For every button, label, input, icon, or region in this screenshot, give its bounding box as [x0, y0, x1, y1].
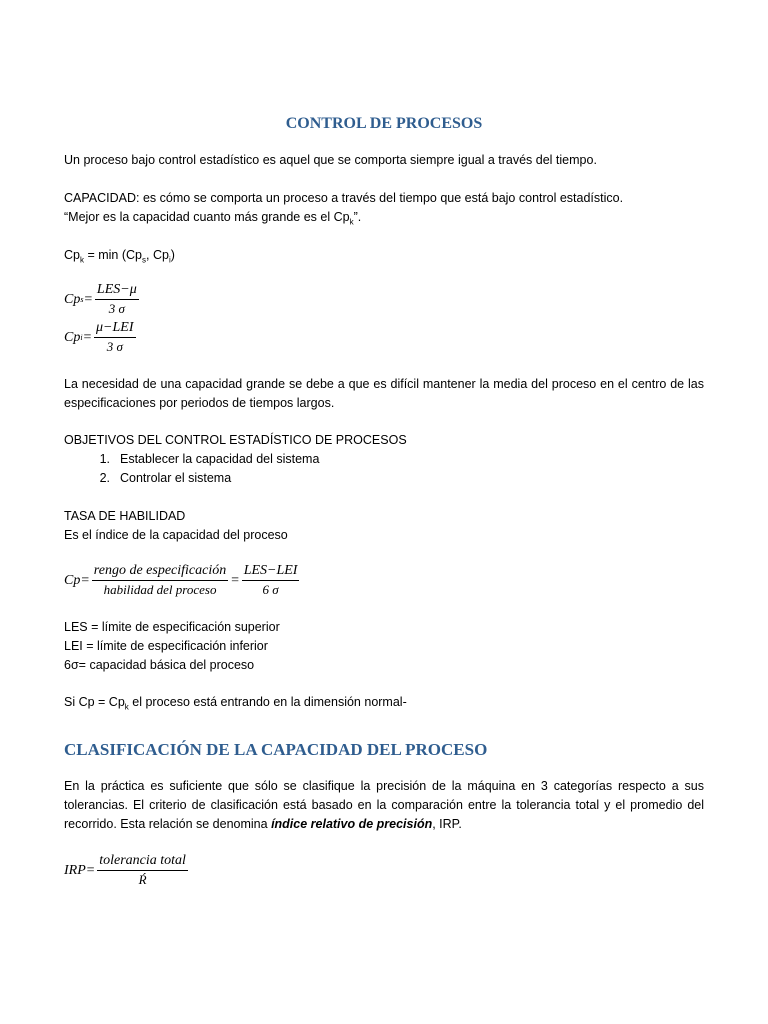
irp-lhs: IRP: [64, 862, 86, 878]
cpi-equals: =: [82, 329, 93, 345]
list-item: [64, 469, 704, 488]
irp-numerator: tolerancia total: [97, 853, 188, 871]
cp-fraction-1: [92, 563, 228, 598]
cps-denominator: 3 σ: [108, 301, 125, 316]
cpk-min-text: = min (Cp: [83, 248, 142, 262]
cp-denominator-2: 6 σ: [262, 582, 279, 597]
clasif-text: En la práctica es suficiente que sólo se clasifique la precisión de la máquina en 3 categorías respecto a sus tolerancias. El criterio de clasificación está basado en la comparación entre la tolerancia total y el promedio del recorrido. Esta relación se denomina: [64, 779, 704, 831]
cpk-text: Cp: [64, 248, 80, 262]
cps-lhs-sub: s: [80, 295, 84, 304]
list-item-text: Establecer la capacidad del sistema: [120, 452, 320, 466]
definitions-list: [64, 618, 704, 675]
intro-paragraph: Un proceso bajo control estadístico es aquel que se comporta siempre igual a través del tiempo.: [64, 153, 597, 167]
cps-equals: =: [83, 291, 93, 307]
cps-lhs: Cp: [64, 291, 81, 307]
cpi-lhs: Cp: [64, 329, 81, 345]
cpk-definition: [64, 246, 704, 270]
tasa-text: Es el índice de la capacidad del proceso: [64, 528, 288, 542]
cpi-sub: i: [168, 255, 171, 265]
si-cp-text: Si Cp = Cp: [64, 695, 125, 709]
cp-equals: =: [80, 572, 90, 588]
cps-numerator: LES−μ: [95, 282, 139, 300]
cp-fraction-2: [242, 563, 300, 598]
def-6sigma: 6σ= capacidad básica del proceso: [64, 658, 255, 672]
cpi-denominator: 3 σ: [106, 339, 123, 354]
cpi-numerator: μ−LEI: [94, 320, 135, 338]
clasif-emphasis: índice relativo de precisión: [271, 817, 433, 831]
capacidad-definition: [64, 189, 704, 232]
capacidad-quote-sub: k: [349, 217, 354, 227]
cpk-close: ): [170, 248, 175, 262]
cpi-lhs-sub: i: [80, 333, 83, 342]
clasificacion-paragraph: [64, 777, 704, 834]
objetivos-list: [64, 450, 704, 488]
capacidad-text: es cómo se comporta un proceso a través del tiempo que está bajo control estadístico.: [139, 191, 624, 205]
capacidad-quote: “Mejor es la capacidad cuanto más grande es el Cp: [64, 210, 350, 224]
cp-denominator-1: habilidad del proceso: [103, 582, 217, 597]
cpk-sep: , Cp: [146, 248, 169, 262]
cpk-sub: k: [79, 255, 84, 265]
objetivos-heading: OBJETIVOS DEL CONTROL ESTADÍSTICO DE PROCESOS: [64, 433, 407, 447]
cpi-fraction: [94, 320, 135, 355]
si-cp-line: [64, 693, 704, 717]
tasa-heading: TASA DE HABILIDAD: [64, 509, 186, 523]
formula-irp: [64, 853, 190, 888]
list-item: [64, 450, 704, 469]
list-item-number: 1.: [99, 452, 110, 466]
irp-denominator: Ŕ: [138, 872, 147, 887]
cp-numerator-1: rengo de especificación: [92, 563, 228, 581]
def-les: LES = límite de especificación superior: [64, 620, 280, 634]
objetivos-section: [64, 431, 704, 488]
def-lei: LEI = límite de especificación inferior: [64, 639, 268, 653]
capacidad-label: CAPACIDAD:: [64, 191, 140, 205]
list-item-text: Controlar el sistema: [120, 471, 232, 485]
cps-sub: s: [142, 255, 146, 265]
section-title: CLASIFICACIÓN DE LA CAPACIDAD DEL PROCESO: [64, 740, 488, 759]
irp-equals: =: [85, 862, 96, 878]
irp-fraction: [97, 853, 188, 888]
cp-numerator-2: LES−LEI: [242, 563, 300, 581]
page-title: CONTROL DE PROCESOS: [285, 115, 483, 132]
tasa-section: [64, 507, 704, 545]
formula-cp: [64, 563, 301, 598]
formula-cpi: [64, 320, 138, 355]
cp-lhs: Cp: [64, 572, 81, 588]
list-item-number: 2.: [99, 471, 110, 485]
formula-cps: [64, 282, 141, 317]
capacidad-quote-end: ”.: [353, 210, 362, 224]
si-cp-sub: k: [124, 702, 129, 712]
si-cp-rest: el proceso está entrando en la dimensión normal-: [128, 695, 407, 709]
clasif-end: , IRP.: [432, 817, 462, 831]
cps-fraction: [95, 282, 139, 317]
cp-equals-2: =: [230, 572, 240, 588]
necesidad-paragraph: La necesidad de una capacidad grande se debe a que es difícil mantener la media del proceso en el centro de las especificaciones por periodos de tiempos largos.: [64, 377, 704, 410]
